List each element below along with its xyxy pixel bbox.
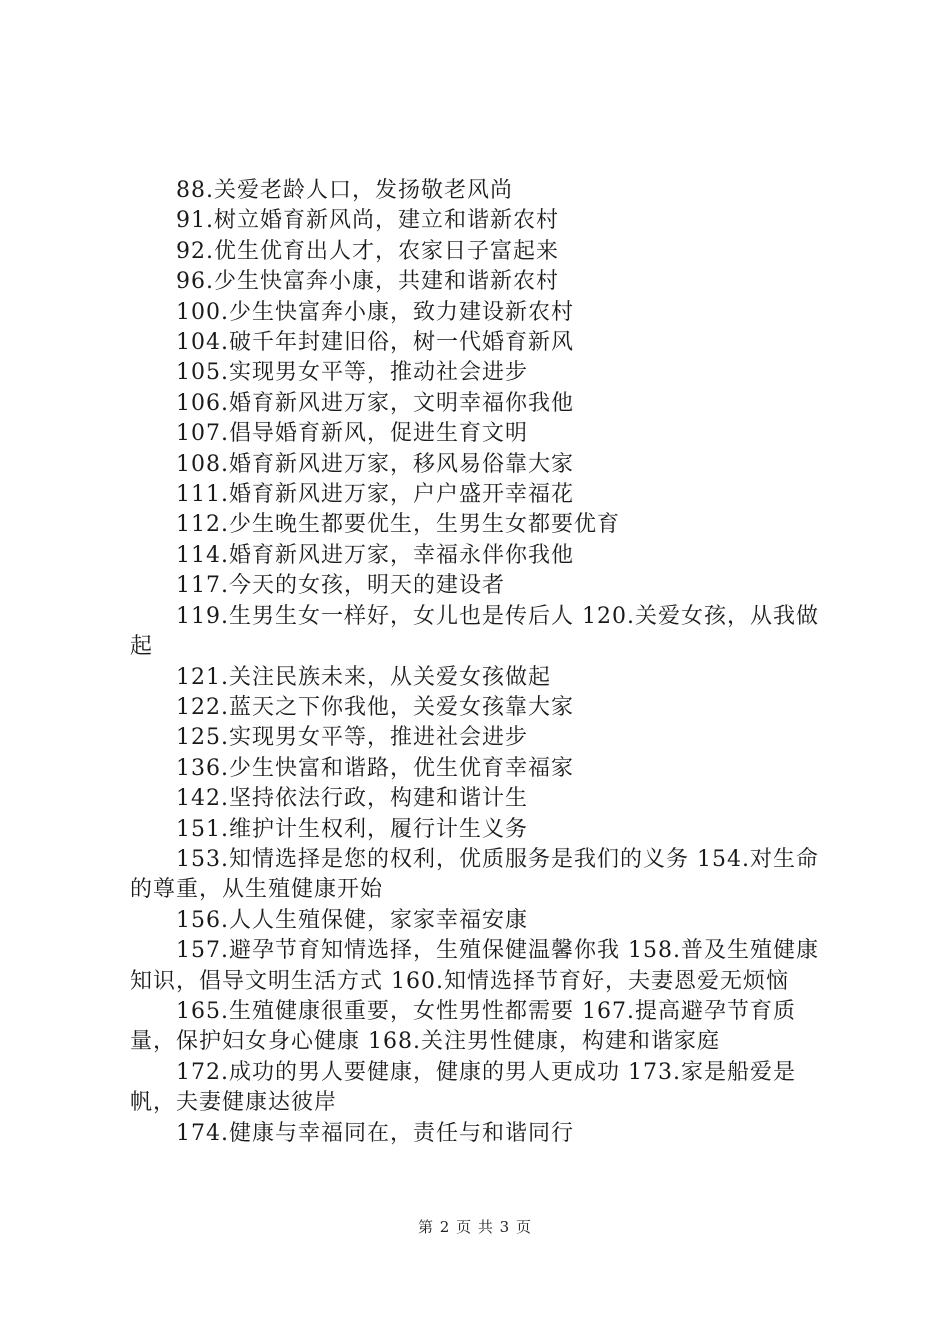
paragraph: 104.破千年封建旧俗，树一代婚育新风 (176, 330, 574, 356)
document-body (130, 176, 835, 1149)
paragraph: 111.婚育新风进万家，户户盛开幸福花 (176, 482, 574, 508)
page-number-footer: 第 2 页 共 3 页 (418, 1218, 532, 1236)
paragraph: 156.人人生殖保健，家家幸福安康 (176, 907, 528, 933)
paragraph: 165.生殖健康很重要，女性男性都需要 167.提高避孕节育质量，保护妇女身心健康 168.关注男性健康，构建和谐家庭 (130, 998, 796, 1055)
paragraph: 88.关爱老龄人口，发扬敬老风尚 (176, 178, 513, 203)
paragraph: 106.婚育新风进万家，文明幸福你我他 (176, 390, 574, 416)
paragraph: 96.少生快富奔小康，共建和谐新农村 (176, 269, 559, 295)
paragraph: 172.成功的男人要健康，健康的男人更成功 173.家是船爱是帆，夫妻健康达彼岸 (130, 1059, 796, 1116)
paragraph: 108.婚育新风进万家，移风易俗靠大家 (176, 451, 574, 477)
paragraph: 121.关注民族未来，从关爱女孩做起 (176, 664, 551, 690)
paragraph: 174.健康与幸福同在，责任与和谐同行 (176, 1120, 574, 1146)
paragraph: 117.今天的女孩，明天的建设者 (176, 573, 505, 599)
paragraph: 157.避孕节育知情选择，生殖保健温馨你我 158.普及生殖健康知识，倡导文明生活方式 160.知情选择节育好，夫妻恩爱无烦恼 (130, 938, 819, 994)
paragraph: 136.少生快富和谐路，优生优育幸福家 (176, 755, 574, 781)
paragraph: 100.少生快富奔小康，致力建设新农村 (176, 299, 574, 325)
paragraph: 105.实现男女平等，推动社会进步 (176, 360, 528, 386)
paragraph: 153.知情选择是您的权利，优质服务是我们的义务 154.对生命的尊重，从生殖健康开始 (130, 846, 819, 903)
paragraph: 114.婚育新风进万家，幸福永伴你我他 (176, 542, 574, 568)
paragraph: 112.少生晚生都要优生，生男生女都要优育 (176, 512, 620, 538)
paragraph: 91.树立婚育新风尚，建立和谐新农村 (176, 208, 559, 234)
paragraph: 125.实现男女平等，推进社会进步 (176, 725, 528, 751)
paragraph: 151.维护计生权利，履行计生义务 (176, 816, 528, 842)
paragraph: 92.优生优育出人才，农家日子富起来 (176, 238, 559, 264)
paragraph: 107.倡导婚育新风，促进生育文明 (176, 421, 528, 447)
paragraph: 119.生男生女一样好，女儿也是传后人 120.关爱女孩，从我做起 (130, 603, 819, 660)
paragraph: 122.蓝天之下你我他，关爱女孩靠大家 (176, 694, 574, 720)
paragraph: 142.坚持依法行政，构建和谐计生 (176, 786, 528, 812)
